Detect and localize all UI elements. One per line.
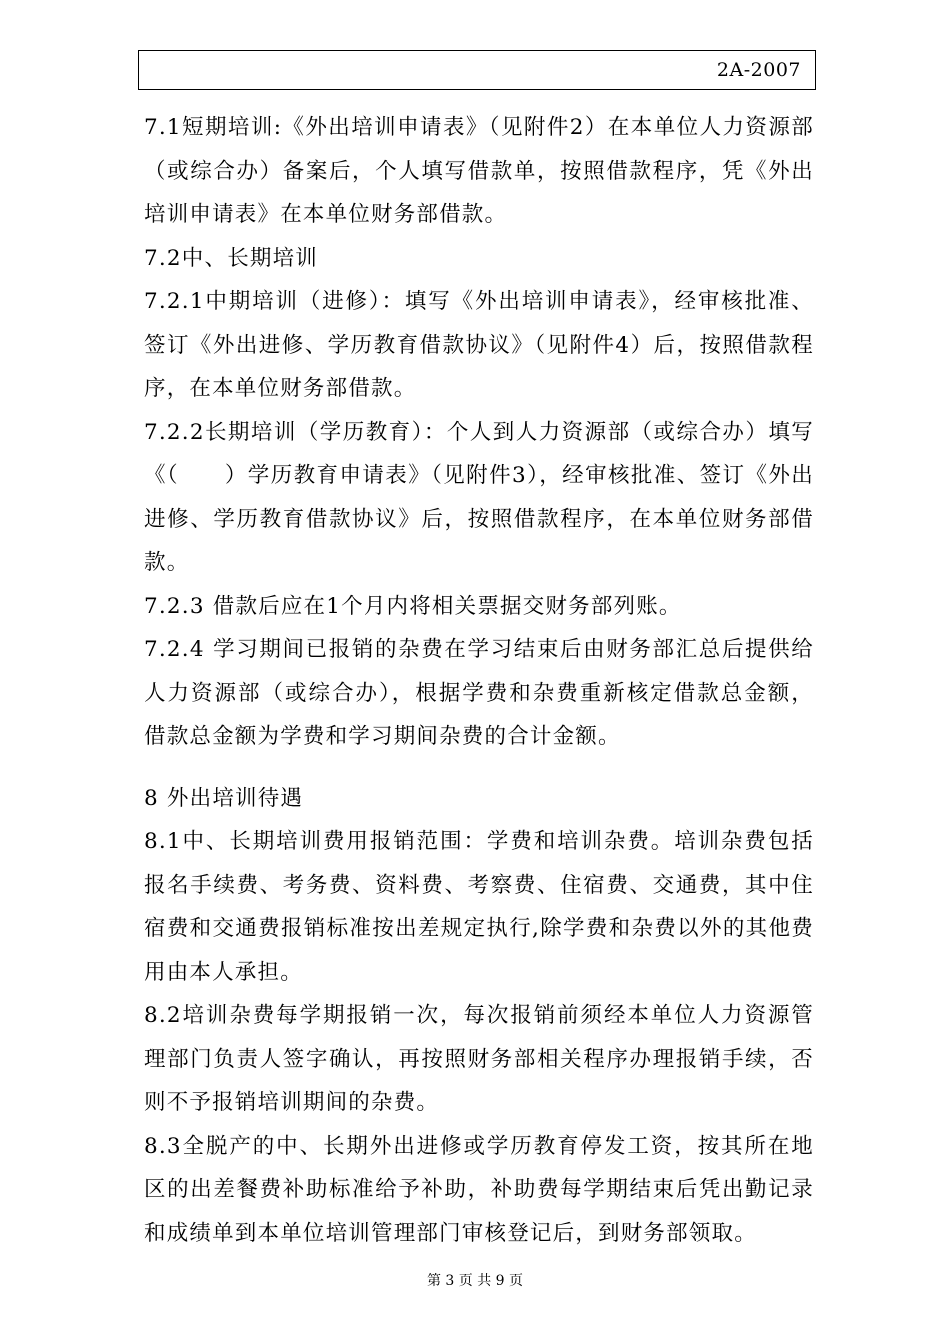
page-number: 第 3 页 共 9 页 [426,1273,524,1289]
document-body [144,106,814,1255]
paragraph-8-1: 8.1中、长期培训费用报销范围：学费和培训杂费。培训杂费包括报名手续费、考务费、资料费、考察费、住宿费、交通费，其中住宿费和交通费报销标准按出差规定执行,除学费和杂费以外的其他费用由本人承担。 [144,829,814,985]
paragraph-8-3: 8.3全脱产的中、长期外出进修或学历教育停发工资，按其所在地区的出差餐费补助标准给予补助，补助费每学期结束后凭出勤记录和成绩单到本单位培训管理部门审核登记后，到财务部领取。 [144,1133,814,1246]
heading-7-2: 7.2中、长期培训 [144,245,318,271]
paragraph-8-2: 8.2培训杂费每学期报销一次，每次报销前须经本单位人力资源管理部门负责人签字确认，再按照财务部相关程序办理报销手续，否则不予报销培训期间的杂费。 [144,1003,814,1115]
page-footer [0,1270,950,1290]
paragraph-7-1: 7.1短期培训:《外出培训申请表》（见附件2）在本单位人力资源部（或综合办）备案后，个人填写借款单，按照借款程序，凭《外出培训申请表》在本单位财务部借款。 [144,115,814,227]
heading-8: 8 外出培训待遇 [144,785,304,811]
paragraph-7-2-3: 7.2.3 借款后应在1个月内将相关票据交财务部列账。 [144,593,682,619]
document-code: 2A-2007 [716,59,801,81]
header-box [138,50,816,90]
section-gap [144,759,814,777]
paragraph-7-2-2: 7.2.2长期培训（学历教育）：个人到人力资源部（或综合办）填写《（ ）学历教育申请表》（见附件3），经审核批准、签订《外出进修、学历教育借款协议》后，按照借款程序，在本单位财务部借款。 [144,419,814,575]
paragraph-7-2-1: 7.2.1中期培训（进修）：填写《外出培训申请表》，经审核批准、签订《外出进修、学历教育借款协议》（见附件4）后，按照借款程序，在本单位财务部借款。 [144,289,814,401]
paragraph-7-2-4: 7.2.4 学习期间已报销的杂费在学习结束后由财务部汇总后提供给人力资源部（或综合办），根据学费和杂费重新核定借款总金额，借款总金额为学费和学习期间杂费的合计金额。 [144,637,814,749]
